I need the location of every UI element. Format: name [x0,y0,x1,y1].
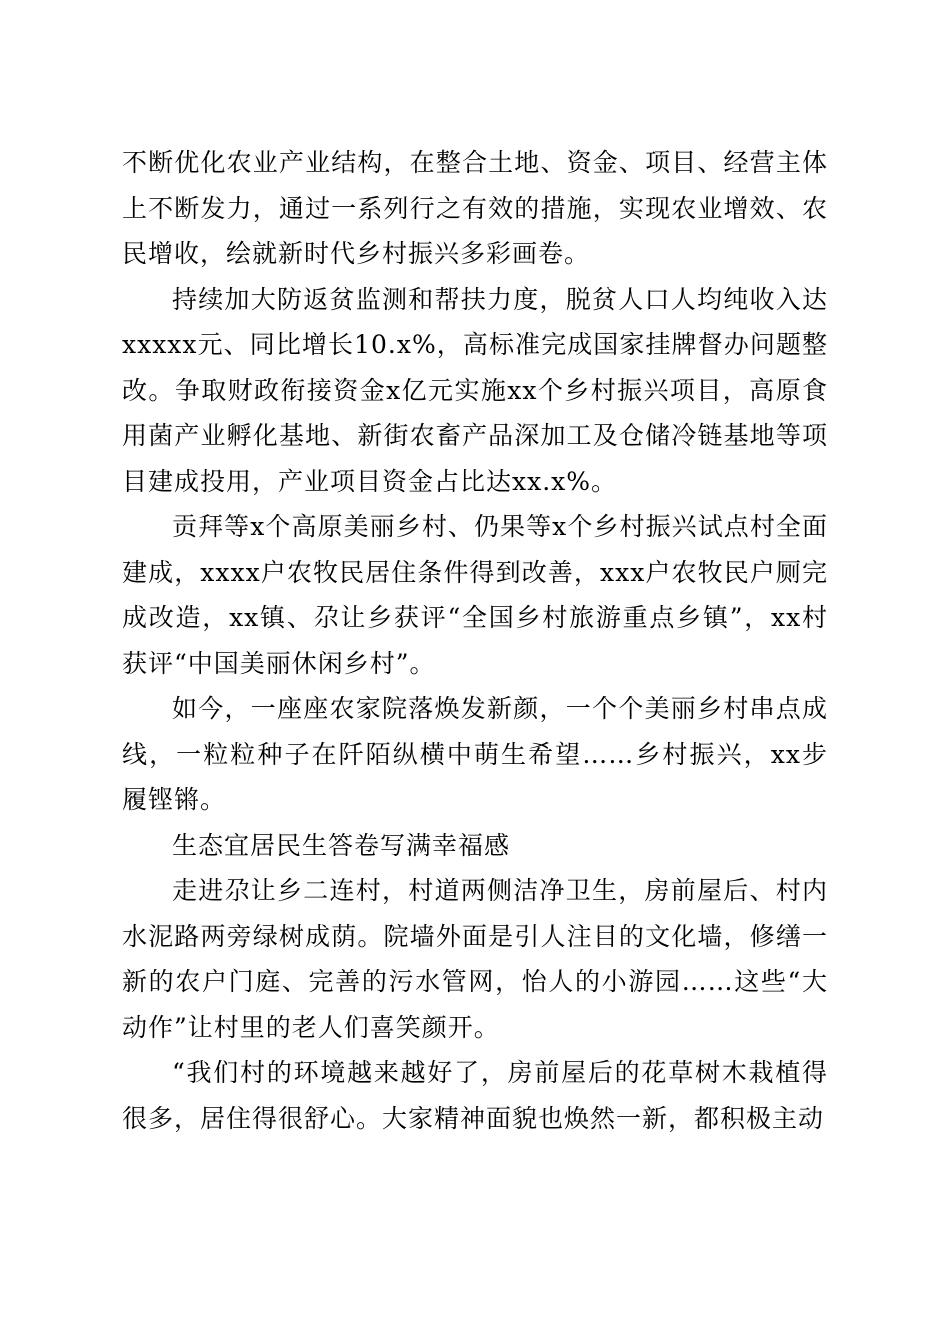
paragraph-beautiful-villages: 贡拜等x个高原美丽乡村、仍果等x个乡村振兴试点村全面建成，xxxx户农牧民居住条件得到改善，xxx户农牧民户厕完成改造，xx镇、尕让乡获评“全国乡村旅游重点乡镇”，xx村获评“中国美丽休闲乡村”。 [122,512,828,678]
paragraph-poverty-monitoring: 持续加大防返贫监测和帮扶力度，脱贫人口人均纯收入达xxxxx元、同比增长10.x%，高标准完成国家挂牌督办问题整改。争取财政衔接资金x亿元实施xx个乡村振兴项目，高原食用菌产业孵化基地、新街农畜产品深加工及仓储冷链基地等项目建成投用，产业项目资金占比达xx.x%。 [122,284,828,496]
paragraph-villager-quote: “我们村的环境越来越好了，房前屋后的花草树木栽植得很多，居住得很舒心。大家精神面貌也焕然一新，都积极主动 [122,1058,828,1133]
section-heading: 生态宜居民生答卷写满幸福感 [172,830,511,860]
paragraph-rural-revitalization: 如今，一座座农家院落焕发新颜，一个个美丽乡村串点成线，一粒粒种子在阡陌纵横中萌生希望……乡村振兴，xx步履铿锵。 [122,694,828,814]
paragraph-agriculture-structure: 不断优化农业产业结构，在整合土地、资金、项目、经营主体上不断发力，通过一系列行之有效的措施，实现农业增效、农民增收，绘就新时代乡村振兴多彩画卷。 [122,148,828,268]
document-body [122,140,828,1141]
paragraph-erlian-village: 走进尕让乡二连村，村道两侧洁净卫生，房前屋后、村内水泥路两旁绿树成荫。院墙外面是引人注目的文化墙，修缮一新的农户门庭、完善的污水管网，怡人的小游园……这些“大动作”让村里的老人们喜笑颜开。 [122,876,828,1042]
